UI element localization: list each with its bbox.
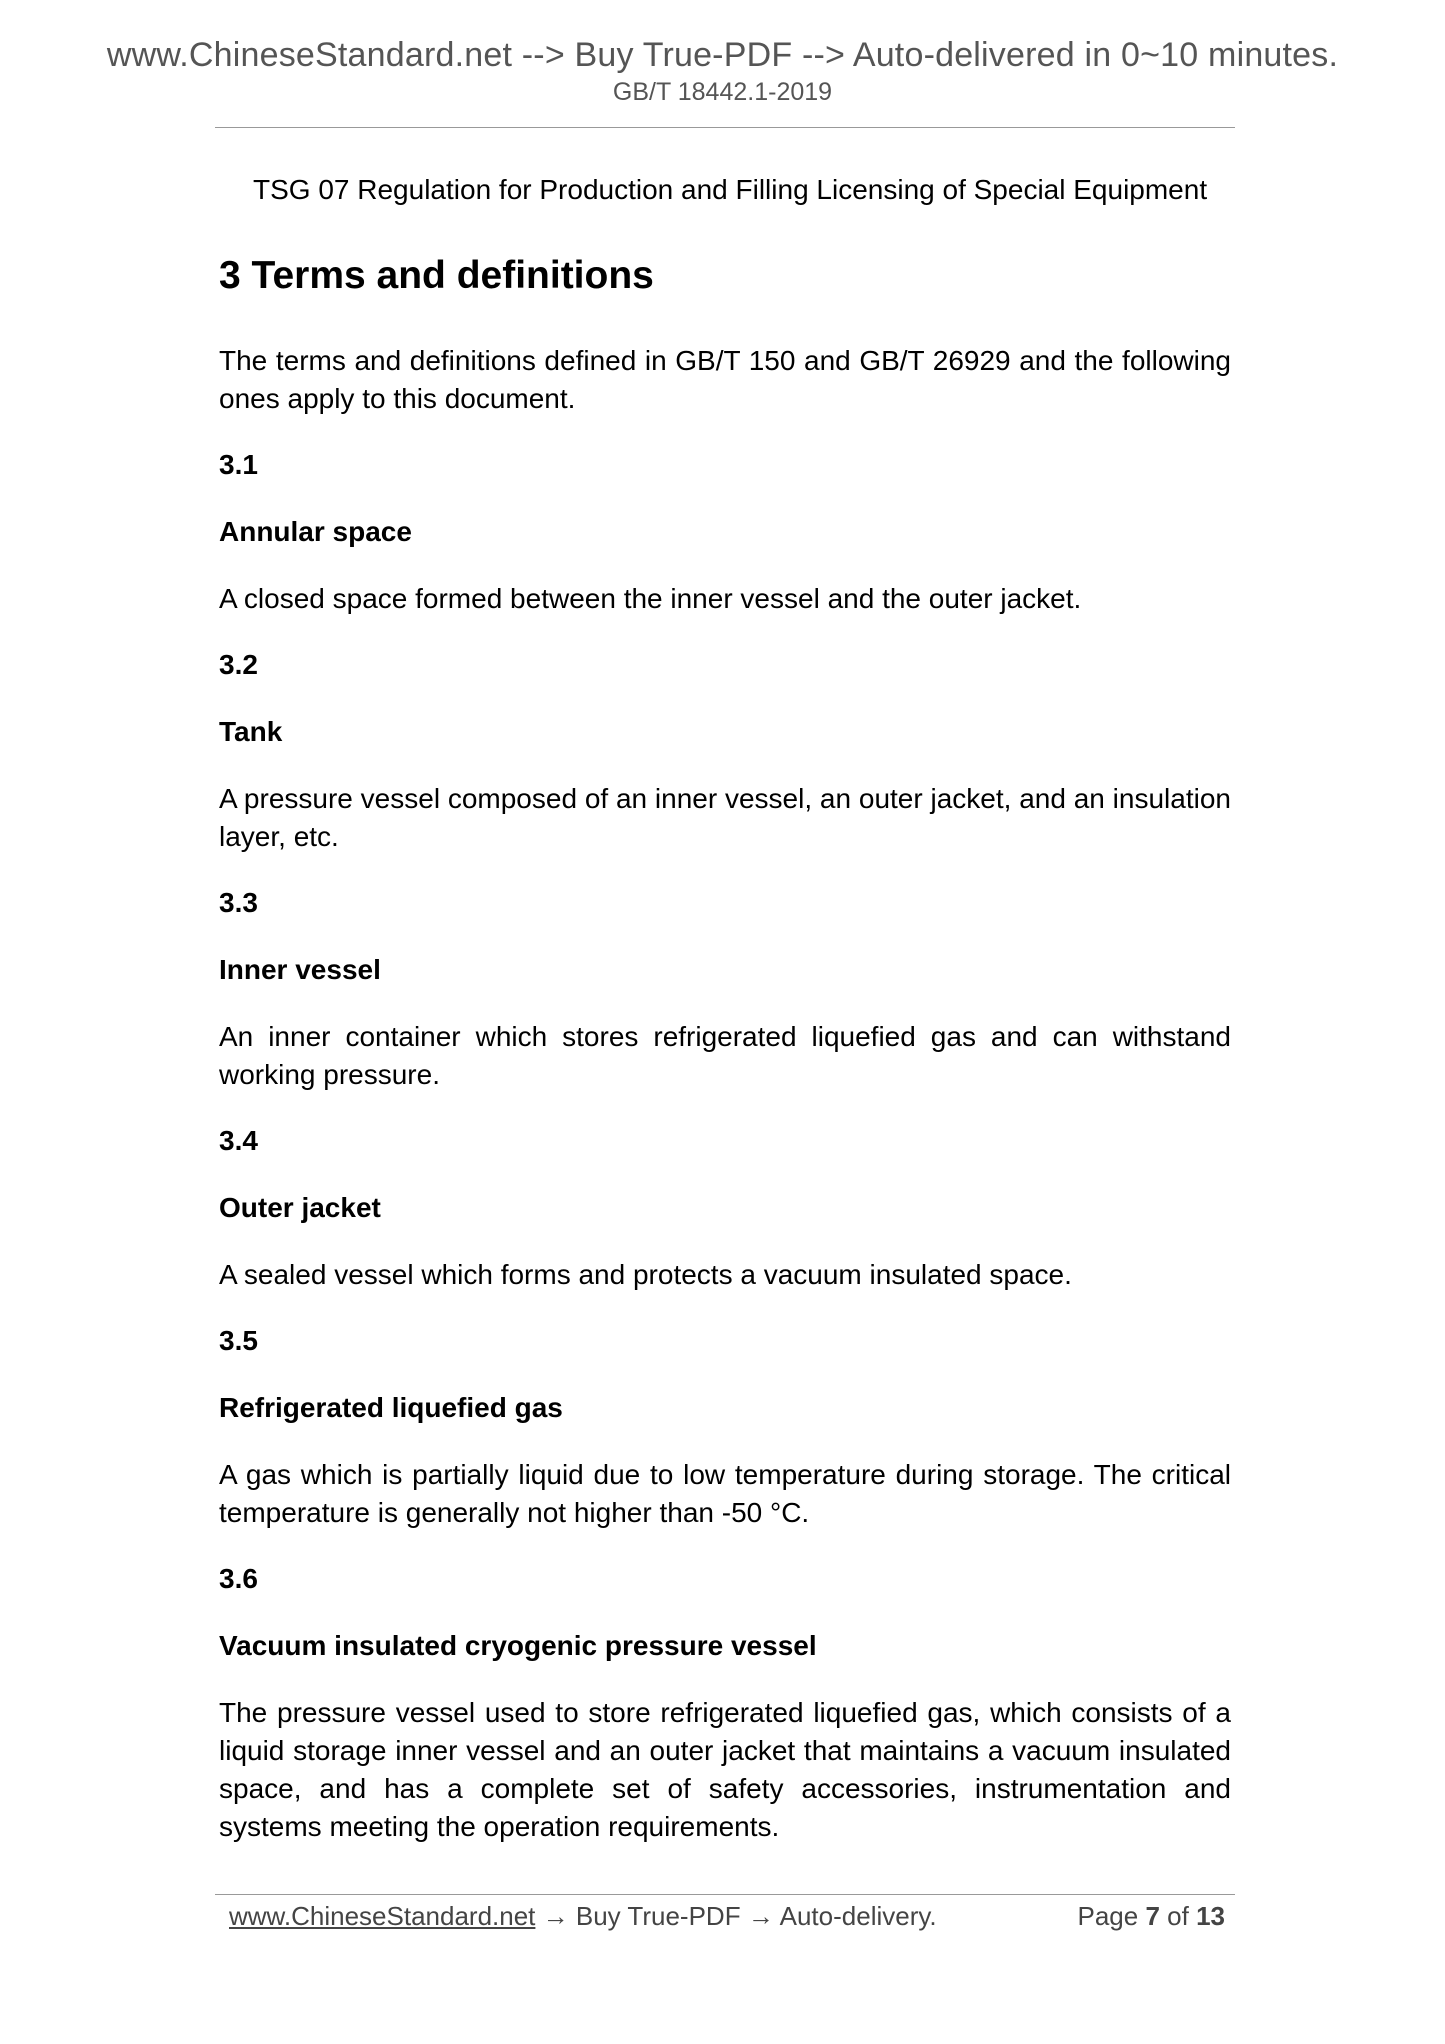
term-definition: An inner container which stores refrigerated liquefied gas and can withstand working pressure. (219, 1021, 1231, 1090)
term-entry (219, 1322, 1231, 1532)
page-total: 13 (1196, 1901, 1225, 1931)
term-number: 3.1 (219, 449, 258, 480)
term-number: 3.3 (219, 887, 258, 918)
term-name: Annular space (219, 516, 412, 547)
footer (229, 1901, 1225, 1932)
term-definition: A closed space formed between the inner vessel and the outer jacket. (219, 583, 1082, 614)
term-name: Inner vessel (219, 954, 381, 985)
term-name: Vacuum insulated cryogenic pressure vessel (219, 1630, 817, 1661)
term-number: 3.6 (219, 1563, 258, 1594)
section-body (219, 342, 1231, 1874)
footer-buy-text: Buy True-PDF (575, 1901, 741, 1931)
term-definition: The pressure vessel used to store refrigerated liquefied gas, which consists of a liquid storage inner vessel and an outer jacket that maintains a vacuum insulated space, and has a complete set of safety accessories, instrumentation and systems meeting the operation requirements. (219, 1697, 1231, 1842)
term-name: Tank (219, 716, 283, 747)
term-entry (219, 884, 1231, 1094)
footer-site-link[interactable]: www.ChineseStandard.net (229, 1901, 536, 1931)
term-name: Outer jacket (219, 1192, 381, 1223)
arrow-right-icon: → (542, 1901, 569, 1931)
page-label: Page (1077, 1901, 1139, 1931)
footer-delivery-text: Auto-delivery. (779, 1901, 937, 1931)
of-label: of (1167, 1901, 1189, 1931)
footer-divider (215, 1894, 1235, 1895)
term-number: 3.2 (219, 649, 258, 680)
page-current: 7 (1145, 1901, 1160, 1931)
term-entry (219, 446, 1231, 618)
header-banner: www.ChineseStandard.net --> Buy True-PDF --> Auto-delivered in 0~10 minutes. (106, 36, 1339, 74)
section-intro: The terms and definitions defined in GB/T 150 and GB/T 26929 and the following ones apply to this document. (219, 345, 1231, 414)
term-entry (219, 1560, 1231, 1846)
term-definition: A gas which is partially liquid due to low temperature during storage. The critical temperature is generally not higher than -50 °C. (219, 1459, 1231, 1528)
term-number: 3.4 (219, 1125, 258, 1156)
term-number: 3.5 (219, 1325, 258, 1356)
term-definition: A sealed vessel which forms and protects a vacuum insulated space. (219, 1259, 1072, 1290)
header-divider (215, 127, 1235, 128)
page-indicator (1077, 1901, 1225, 1932)
arrow-right-icon: → (747, 1901, 774, 1931)
term-definition: A pressure vessel composed of an inner vessel, an outer jacket, and an insulation layer, etc. (219, 783, 1231, 852)
term-name: Refrigerated liquefied gas (219, 1392, 563, 1423)
term-entry (219, 646, 1231, 856)
term-entry (219, 1122, 1231, 1294)
document-code: GB/T 18442.1-2019 (612, 78, 833, 106)
section-heading: 3 Terms and definitions (219, 254, 654, 297)
normative-reference-line: TSG 07 Regulation for Production and Filling Licensing of Special Equipment (253, 174, 1208, 205)
